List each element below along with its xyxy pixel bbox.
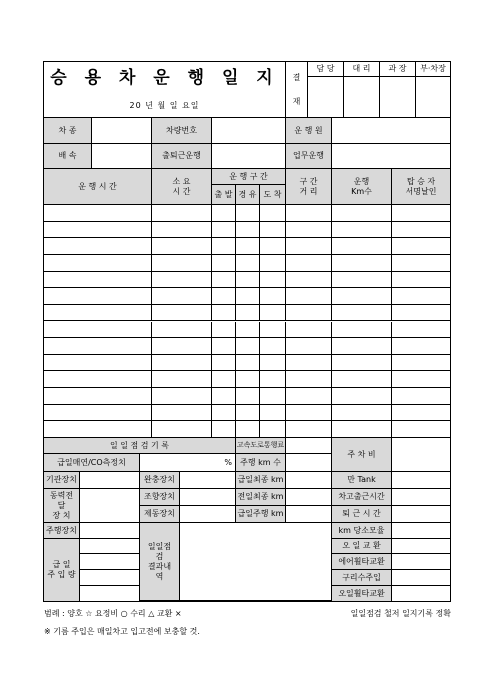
- col-route-arrive: 도 착: [260, 185, 286, 205]
- sign-box-deputy[interactable]: [416, 77, 450, 118]
- col-drive-time: 운 행 시 간: [44, 169, 152, 205]
- log-cell[interactable]: [44, 338, 152, 355]
- oil-level-label: 급일매연/CO측정치: [44, 454, 140, 472]
- log-cell[interactable]: [44, 371, 152, 388]
- log-cell[interactable]: [392, 272, 450, 289]
- col-route-depart: 출 발: [212, 185, 236, 205]
- buffer-field[interactable]: [180, 472, 236, 489]
- log-cell[interactable]: [236, 388, 260, 405]
- log-cell[interactable]: [286, 322, 332, 339]
- fuel-amount-field-2[interactable]: [80, 554, 140, 570]
- log-cell[interactable]: [44, 322, 152, 339]
- steering-label: 조향장치: [140, 489, 180, 506]
- col-passenger-line2: 서명날인: [405, 186, 437, 196]
- log-cell[interactable]: [392, 288, 450, 305]
- parking-field[interactable]: [392, 438, 450, 472]
- fuel-amount-field-1[interactable]: [80, 539, 140, 554]
- filter-change-field[interactable]: [392, 554, 450, 570]
- km-per-liter-field[interactable]: [392, 523, 450, 539]
- parking-label: 주 차 비: [332, 438, 392, 472]
- log-cell[interactable]: [236, 288, 260, 305]
- legend: 범례 : 양호 ☆ 요정비 ○ 수리 △ 교환 ×: [44, 609, 182, 618]
- log-cell[interactable]: [236, 255, 260, 272]
- log-cell[interactable]: [286, 388, 332, 405]
- log-cell[interactable]: [260, 338, 286, 355]
- log-cell[interactable]: [332, 405, 392, 422]
- log-cell[interactable]: [260, 255, 286, 272]
- log-cell[interactable]: [212, 388, 236, 405]
- power-train-field[interactable]: [80, 489, 140, 523]
- oil-filter-field[interactable]: [392, 586, 450, 601]
- approval-label-top: 결: [292, 72, 301, 82]
- log-cell[interactable]: [286, 255, 332, 272]
- log-cell[interactable]: [44, 222, 152, 239]
- col-passenger: [392, 169, 450, 205]
- approver-manager: 과 장: [380, 62, 416, 77]
- refuel-mileage-label: 급일주행 km: [236, 506, 286, 523]
- full-tank-label: 만 Tank: [332, 472, 392, 489]
- fuel-note: ※ 기름 주입은 매일차고 입고전에 보충할 것.: [44, 627, 200, 636]
- col-duration: [152, 169, 212, 205]
- brake-label: 제동장치: [140, 506, 180, 523]
- last-refuel-field[interactable]: [286, 472, 332, 489]
- log-cell[interactable]: [44, 272, 152, 289]
- log-cell[interactable]: [44, 421, 152, 438]
- log-cell[interactable]: [332, 421, 392, 438]
- power-train-line3: 장 치: [52, 510, 71, 520]
- log-cell[interactable]: [212, 338, 236, 355]
- log-cell[interactable]: [152, 338, 212, 355]
- log-cell[interactable]: [392, 255, 450, 272]
- log-cell[interactable]: [286, 338, 332, 355]
- log-cell[interactable]: [392, 222, 450, 239]
- log-cell[interactable]: [260, 421, 286, 438]
- log-cell[interactable]: [332, 371, 392, 388]
- running-gear-label: 주행장치: [44, 523, 80, 539]
- vehicle-type-field[interactable]: [92, 118, 152, 144]
- log-cell[interactable]: [286, 355, 332, 372]
- log-cell[interactable]: [260, 305, 286, 322]
- log-cell[interactable]: [332, 322, 392, 339]
- log-cell[interactable]: [260, 205, 286, 222]
- log-cell[interactable]: [44, 305, 152, 322]
- log-cell[interactable]: [44, 205, 152, 222]
- mileage-label: 주행 km 수: [236, 454, 286, 472]
- highway-toll-field[interactable]: [286, 438, 332, 454]
- engine-field[interactable]: [80, 472, 140, 489]
- oil-change-field[interactable]: [392, 539, 450, 554]
- business-service-label: 업무운행: [286, 144, 332, 169]
- check-result-field[interactable]: [180, 523, 332, 601]
- grease-field[interactable]: [392, 570, 450, 586]
- check-result-line3: 결과내: [147, 561, 172, 571]
- log-cell[interactable]: [152, 222, 212, 239]
- log-cell[interactable]: [236, 305, 260, 322]
- col-km: [332, 169, 392, 205]
- log-cell[interactable]: [236, 222, 260, 239]
- sign-box-assistant[interactable]: [344, 77, 380, 118]
- vehicle-number-label: 차량번호: [152, 118, 212, 144]
- highway-toll-label: 고속도로통행료: [236, 438, 286, 454]
- log-cell[interactable]: [236, 421, 260, 438]
- running-gear-field[interactable]: [80, 523, 140, 539]
- fuel-amount-label: [44, 539, 80, 601]
- business-service-field[interactable]: [332, 144, 450, 169]
- vehicle-log-form: [43, 61, 451, 602]
- prev-refuel-field[interactable]: [286, 489, 332, 506]
- log-cell[interactable]: [332, 305, 392, 322]
- approver-assistant: 대 리: [344, 62, 380, 77]
- refuel-mileage-field[interactable]: [286, 506, 332, 523]
- assignment-field[interactable]: [92, 144, 152, 169]
- km-per-liter-label: km 당소모율: [332, 523, 392, 539]
- power-train-label: [44, 489, 80, 523]
- log-cell[interactable]: [332, 338, 392, 355]
- log-cell[interactable]: [286, 421, 332, 438]
- log-cell[interactable]: [392, 371, 450, 388]
- log-cell[interactable]: [260, 405, 286, 422]
- log-cell[interactable]: [286, 272, 332, 289]
- log-cell[interactable]: [152, 405, 212, 422]
- log-cell[interactable]: [44, 388, 152, 405]
- depart-time-label: 차고출근시간: [332, 489, 392, 506]
- log-cell[interactable]: [212, 288, 236, 305]
- daily-check-label: 일 일 점 검 기 록: [44, 438, 236, 454]
- log-cell[interactable]: [260, 288, 286, 305]
- approval-label: [286, 62, 308, 118]
- log-cell[interactable]: [332, 255, 392, 272]
- col-km-line2: Km수: [351, 186, 372, 196]
- check-result-line1: 일일점: [147, 541, 172, 551]
- log-cell[interactable]: [260, 322, 286, 339]
- log-cell[interactable]: [212, 371, 236, 388]
- log-cell[interactable]: [286, 205, 332, 222]
- log-cell[interactable]: [44, 255, 152, 272]
- col-distance-line1: 구 간: [299, 176, 318, 186]
- log-cell[interactable]: [286, 305, 332, 322]
- col-route: 운 행 구 간: [212, 169, 286, 185]
- date-line: 20 년 월 일 요일: [129, 101, 200, 111]
- log-cell[interactable]: [332, 205, 392, 222]
- log-cell[interactable]: [260, 355, 286, 372]
- prev-refuel-label: 전일최종 km: [236, 489, 286, 506]
- log-cell[interactable]: [44, 405, 152, 422]
- percent-unit: %: [224, 457, 232, 467]
- power-train-line1: 동력전: [49, 490, 74, 500]
- log-cell[interactable]: [236, 338, 260, 355]
- vehicle-number-field[interactable]: [212, 118, 286, 144]
- sign-box-manager[interactable]: [380, 77, 416, 118]
- depart-time-field[interactable]: [392, 489, 450, 506]
- oil-filter-label: 오일휠타교환: [332, 586, 392, 601]
- log-cell[interactable]: [212, 272, 236, 289]
- log-cell[interactable]: [152, 255, 212, 272]
- log-cell[interactable]: [392, 405, 450, 422]
- filter-change-label: 에어휠타교환: [332, 554, 392, 570]
- fuel-amount-field-4[interactable]: [80, 586, 140, 601]
- fuel-amount-line2: 주 입 량: [47, 570, 76, 579]
- log-cell[interactable]: [152, 421, 212, 438]
- full-tank-field[interactable]: [392, 472, 450, 489]
- log-cell[interactable]: [152, 371, 212, 388]
- col-route-via: 경 유: [236, 185, 260, 205]
- log-cell[interactable]: [152, 272, 212, 289]
- log-cell[interactable]: [392, 322, 450, 339]
- log-cell[interactable]: [44, 288, 152, 305]
- col-distance-line2: 거 리: [299, 186, 318, 196]
- fuel-amount-line1: 급 일: [52, 560, 71, 569]
- log-cell[interactable]: [392, 205, 450, 222]
- log-cell[interactable]: [44, 238, 152, 255]
- log-cell[interactable]: [44, 355, 152, 372]
- log-cell[interactable]: [392, 338, 450, 355]
- log-cell[interactable]: [392, 238, 450, 255]
- check-result-line2: 검: [155, 551, 164, 561]
- log-cell[interactable]: [152, 355, 212, 372]
- log-cell[interactable]: [332, 272, 392, 289]
- col-duration-line1: 소 요: [172, 176, 191, 186]
- sign-box-staff[interactable]: [308, 77, 344, 118]
- col-km-line1: 운행: [353, 176, 370, 186]
- log-cell[interactable]: [236, 405, 260, 422]
- log-cell[interactable]: [260, 272, 286, 289]
- return-time-label: 퇴 근 시 간: [332, 506, 392, 523]
- form-title: 승 용 차 운 행 일 지: [50, 67, 279, 88]
- title-block: [44, 62, 286, 118]
- log-cell[interactable]: [236, 371, 260, 388]
- log-cell[interactable]: [286, 238, 332, 255]
- engine-label: 기관장치: [44, 472, 80, 489]
- log-cell[interactable]: [212, 405, 236, 422]
- log-cell[interactable]: [236, 322, 260, 339]
- vehicle-type-label: 차 종: [44, 118, 92, 144]
- oil-level-field[interactable]: [140, 454, 236, 472]
- log-cell[interactable]: [286, 371, 332, 388]
- assignment-label: 배 속: [44, 144, 92, 169]
- check-result-label: [140, 523, 180, 601]
- commute-service-field[interactable]: [212, 144, 286, 169]
- log-cell[interactable]: [286, 405, 332, 422]
- grease-label: 구리수주입: [332, 570, 392, 586]
- log-cell[interactable]: [152, 322, 212, 339]
- log-cell[interactable]: [152, 288, 212, 305]
- log-cell[interactable]: [332, 288, 392, 305]
- log-cell[interactable]: [286, 222, 332, 239]
- log-cell[interactable]: [152, 205, 212, 222]
- mileage-field[interactable]: [286, 454, 332, 472]
- log-cell[interactable]: [260, 388, 286, 405]
- log-cell[interactable]: [236, 355, 260, 372]
- log-cell[interactable]: [260, 222, 286, 239]
- log-cell[interactable]: [212, 255, 236, 272]
- log-cell[interactable]: [392, 421, 450, 438]
- log-cell[interactable]: [152, 388, 212, 405]
- fuel-amount-field-3[interactable]: [80, 570, 140, 586]
- col-distance: [286, 169, 332, 205]
- log-cell[interactable]: [286, 288, 332, 305]
- log-cell[interactable]: [212, 322, 236, 339]
- log-cell[interactable]: [332, 355, 392, 372]
- log-cell[interactable]: [212, 222, 236, 239]
- check-result-line4: 역: [155, 571, 164, 581]
- oil-change-label: 오 일 교 환: [332, 539, 392, 554]
- col-duration-line2: 시 간: [172, 186, 191, 196]
- log-cell[interactable]: [212, 305, 236, 322]
- log-cell[interactable]: [392, 305, 450, 322]
- log-cell[interactable]: [236, 238, 260, 255]
- approval-label-bottom: 재: [292, 96, 301, 106]
- log-cell[interactable]: [332, 222, 392, 239]
- power-train-line2: 달: [57, 500, 66, 510]
- log-cell[interactable]: [212, 421, 236, 438]
- steering-field[interactable]: [180, 489, 236, 506]
- log-cell[interactable]: [212, 238, 236, 255]
- driver-label: 운 행 원: [286, 118, 332, 144]
- brake-field[interactable]: [180, 506, 236, 523]
- approver-deputy: 부·차장: [416, 62, 450, 77]
- log-cell[interactable]: [236, 205, 260, 222]
- log-cell[interactable]: [260, 371, 286, 388]
- log-cell[interactable]: [260, 238, 286, 255]
- note-right: 일일점검 철저 일지기록 정확: [350, 609, 451, 618]
- last-refuel-label: 급일최종 km: [236, 472, 286, 489]
- log-cell[interactable]: [152, 305, 212, 322]
- log-cell[interactable]: [236, 272, 260, 289]
- approver-staff: 담 당: [308, 62, 344, 77]
- driver-field[interactable]: [332, 118, 450, 144]
- log-cell[interactable]: [392, 355, 450, 372]
- log-cell[interactable]: [392, 388, 450, 405]
- log-cell[interactable]: [152, 238, 212, 255]
- log-cell[interactable]: [332, 238, 392, 255]
- commute-service-label: 출퇴근운행: [152, 144, 212, 169]
- col-passenger-line1: 탑 승 자: [406, 176, 436, 186]
- log-cell[interactable]: [212, 205, 236, 222]
- buffer-label: 완충장치: [140, 472, 180, 489]
- log-cell[interactable]: [332, 388, 392, 405]
- log-cell[interactable]: [212, 355, 236, 372]
- return-time-field[interactable]: [392, 506, 450, 523]
